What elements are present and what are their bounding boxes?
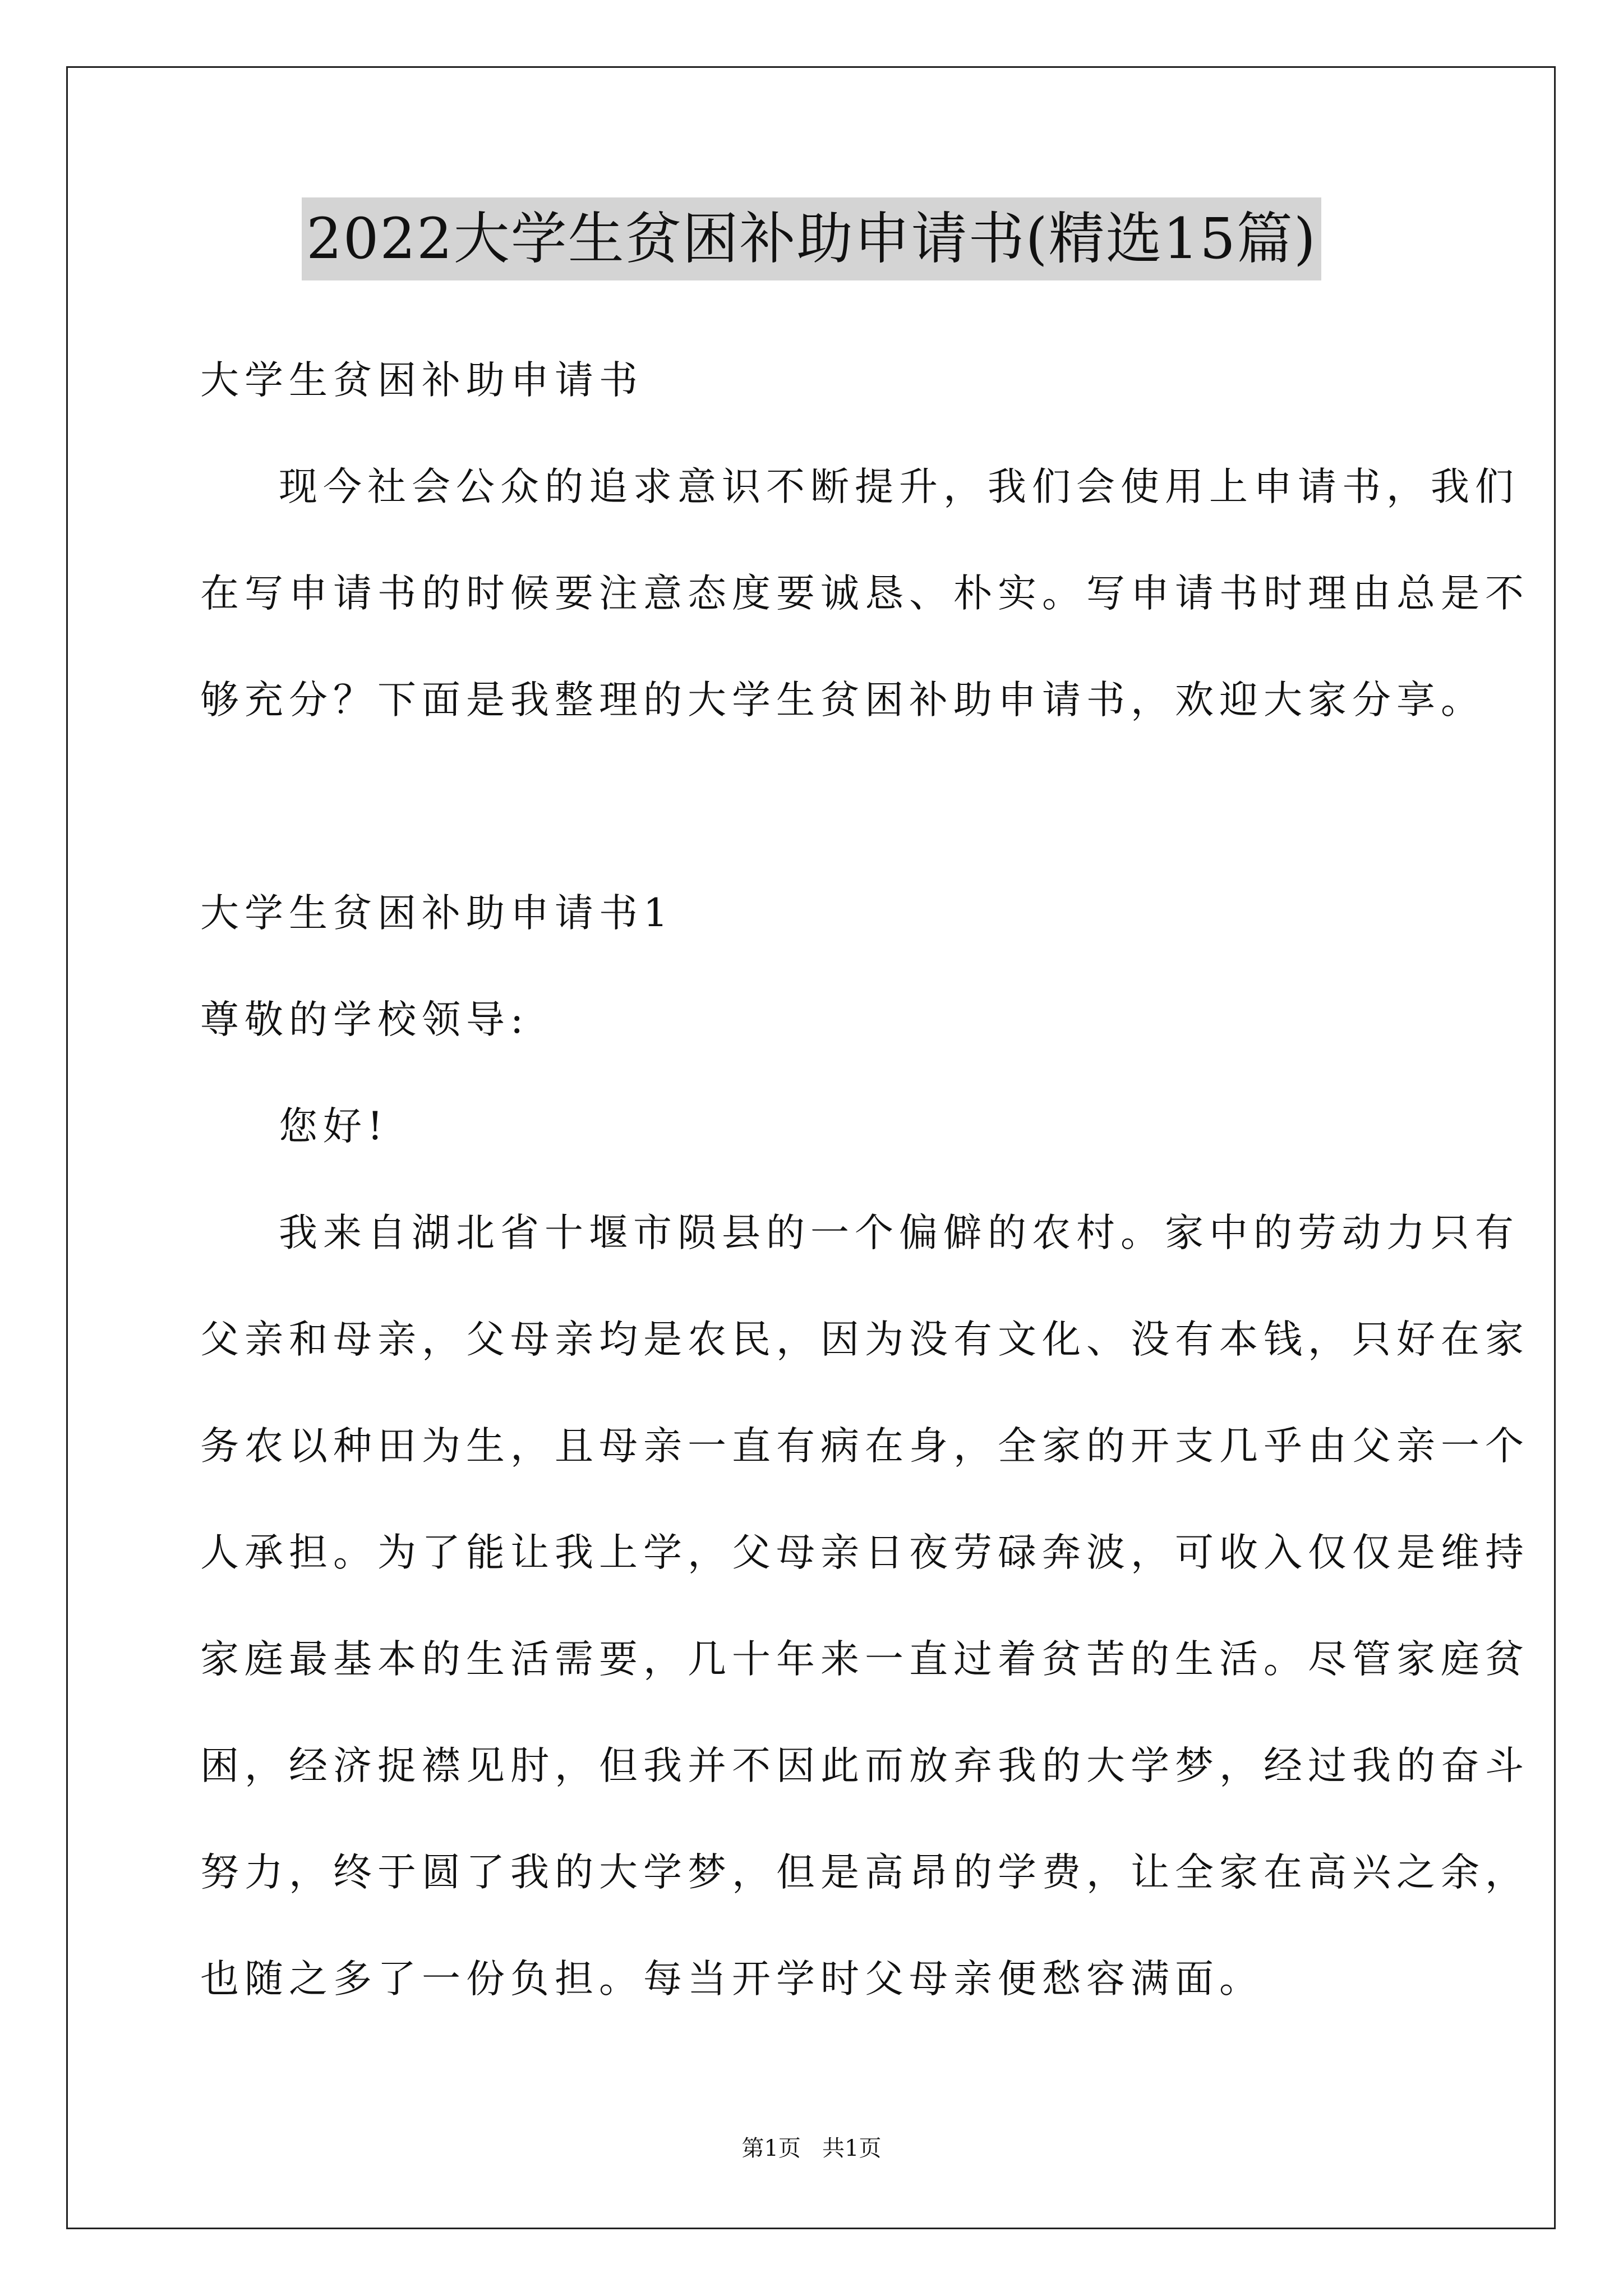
- paragraph-line: 家庭最基本的生活需要，几十年来一直过着贫苦的生活。尽管家庭贫: [200, 1637, 1529, 1682]
- paragraph-line: 够充分？下面是我整理的大学生贫困补助申请书，欢迎大家分享。: [200, 678, 1485, 723]
- paragraph-line: 困，经济捉襟见肘，但我并不因此而放弃我的大学梦，经过我的奋斗: [200, 1743, 1529, 1788]
- paragraph-line: 也随之多了一份负担。每当开学时父母亲便愁容满面。: [200, 1957, 1264, 2001]
- document-title: 2022大学生贫困补助申请书(精选15篇): [302, 197, 1321, 280]
- title-wrapper: [0, 197, 1623, 280]
- page-footer: 第1页 共1页: [741, 2136, 882, 2161]
- section-heading: 大学生贫困补助申请书1: [200, 891, 674, 936]
- paragraph-line: 在写申请书的时候要注意态度要诚恳、朴实。写申请书时理由总是不: [200, 571, 1529, 616]
- salutation: 尊敬的学校领导:: [200, 997, 529, 1042]
- paragraph-line: 我来自湖北省十堰市陨县的一个偏僻的农村。家中的劳动力只有: [279, 1211, 1519, 1255]
- paragraph-line: 人承担。为了能让我上学，父母亲日夜劳碌奔波，可收入仅仅是维持: [200, 1530, 1529, 1575]
- paragraph-line: 务农以种田为生，且母亲一直有病在身，全家的开支几乎由父亲一个: [200, 1424, 1529, 1469]
- paragraph-line: 父亲和母亲，父母亲均是农民，因为没有文化、没有本钱，只好在家: [200, 1317, 1529, 1362]
- section-heading: 大学生贫困补助申请书: [200, 358, 643, 403]
- paragraph-line: 努力，终于圆了我的大学梦，但是高昂的学费，让全家在高兴之余，: [200, 1850, 1529, 1895]
- greeting: 您好!: [279, 1104, 389, 1149]
- paragraph-line: 现今社会公众的追求意识不断提升，我们会使用上申请书，我们: [279, 464, 1519, 509]
